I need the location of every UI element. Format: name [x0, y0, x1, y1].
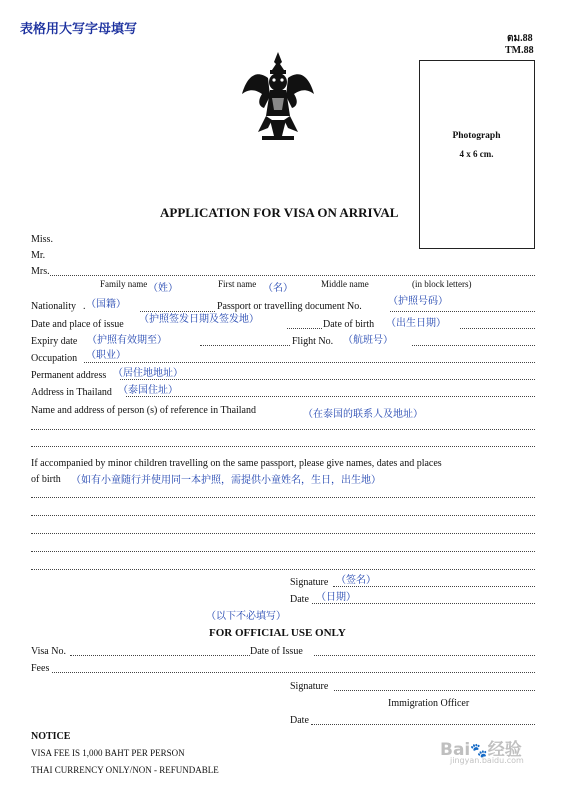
official-signature-field[interactable] [334, 690, 535, 691]
passport-cn: （护照号码） [388, 296, 448, 307]
photo-box[interactable] [419, 60, 535, 249]
form-code: TM.88 [505, 45, 534, 56]
family-name-cn: （姓） [148, 283, 178, 294]
children-line-2[interactable] [31, 515, 535, 516]
notice-line-2: THAI CURRENCY ONLY/NON - REFUNDABLE [31, 765, 219, 775]
flight-field[interactable] [412, 345, 535, 346]
nationality-cn: （国籍） [86, 299, 126, 310]
dob-label: Date of birth [323, 319, 375, 330]
children-cn: （如有小童随行并使用同一本护照，需提供小童姓名，生日，出生地） [71, 475, 381, 486]
title-miss[interactable]: Miss. [31, 234, 53, 245]
middle-name-label: Middle name [321, 279, 369, 289]
signature-label: Signature [290, 577, 329, 588]
occupation-label: Occupation [31, 353, 78, 364]
reference-label: Name and address of person (s) of reference in Thailand [31, 405, 256, 416]
date-of-issue-field[interactable] [314, 655, 535, 656]
official-date-field[interactable] [311, 724, 535, 725]
visa-no-label: Visa No. [31, 646, 66, 657]
children-text-1: If accompanied by minor children travelling on the same passport, please give names, dates and places [31, 458, 442, 469]
name-line[interactable] [50, 275, 535, 276]
title-mr[interactable]: Mr. [31, 250, 46, 261]
form-code-thai: ตม.88 [507, 33, 533, 44]
garuda-emblem [236, 50, 320, 142]
occupation-cn: （职业） [86, 350, 126, 361]
occupation-field[interactable] [84, 362, 535, 363]
signature-field[interactable] [333, 586, 535, 587]
official-signature-label: Signature [290, 681, 329, 692]
fill-in-caps-note: 表格用大写字母填写 [20, 22, 138, 37]
block-letters-note: (in block letters) [412, 279, 472, 289]
children-line-5[interactable] [31, 569, 535, 570]
date-cn: （日期） [316, 592, 356, 603]
issue-cn: （护照签发日期及签发地） [139, 314, 259, 325]
fees-label: Fees [31, 663, 50, 674]
photo-size: 4 x 6 cm. [459, 149, 494, 159]
first-name-label: First name [218, 279, 257, 289]
notice-line-1: VISA FEE IS 1,000 BAHT PER PERSON [31, 748, 185, 758]
date-of-issue-label: Date of Issue [250, 646, 303, 657]
address-thailand-label: Address in Thailand [31, 387, 112, 398]
watermark-logo: Bai🐾经验 [440, 740, 522, 760]
reference-line-2[interactable] [31, 446, 535, 447]
notice-title: NOTICE [31, 731, 71, 742]
reference-line-1[interactable] [31, 429, 535, 430]
dob-field[interactable] [460, 328, 535, 329]
page-title: APPLICATION FOR VISA ON ARRIVAL [160, 205, 399, 220]
immigration-officer-label: Immigration Officer [388, 698, 470, 709]
children-line-4[interactable] [31, 551, 535, 552]
fees-field[interactable] [52, 672, 535, 673]
dob-cn: （出生日期） [386, 318, 446, 329]
first-name-cn: （名） [263, 283, 293, 294]
expiry-field[interactable] [200, 345, 290, 346]
permanent-address-label: Permanent address [31, 370, 107, 381]
official-date-label: Date [290, 715, 309, 726]
passport-field[interactable] [390, 311, 535, 312]
issue-field[interactable] [287, 328, 322, 329]
permanent-address-field[interactable] [120, 379, 535, 380]
skip-below-note: （以下不必填写） [206, 611, 286, 622]
reference-cn: （在泰国的联系人及地址） [303, 409, 423, 420]
date-field[interactable] [312, 603, 535, 604]
date-label: Date [290, 594, 309, 605]
photo-label: Photograph [452, 131, 501, 141]
flight-label: Flight No. [292, 336, 334, 347]
children-text-2: of birth [31, 474, 61, 485]
family-name-label: Family name [100, 279, 148, 289]
issue-label: Date and place of issue [31, 319, 124, 330]
passport-label: Passport or travelling document No. [217, 301, 362, 312]
expiry-cn: （护照有效期至） [87, 335, 167, 346]
permanent-address-cn: （居住地地址） [113, 368, 183, 379]
official-use-title: FOR OFFICIAL USE ONLY [209, 627, 346, 639]
address-thailand-field[interactable] [126, 396, 535, 397]
visa-no-field[interactable] [70, 655, 250, 656]
children-line-1[interactable] [31, 497, 535, 498]
watermark-url: jingyan.baidu.com [450, 756, 524, 765]
title-mrs[interactable]: Mrs. [31, 266, 50, 277]
expiry-label: Expiry date [31, 336, 78, 347]
nationality-label: Nationality [31, 301, 76, 312]
signature-cn: （签名） [336, 575, 376, 586]
address-thailand-cn: （泰国住址） [118, 385, 178, 396]
flight-cn: （航班号） [343, 335, 393, 346]
children-line-3[interactable] [31, 533, 535, 534]
